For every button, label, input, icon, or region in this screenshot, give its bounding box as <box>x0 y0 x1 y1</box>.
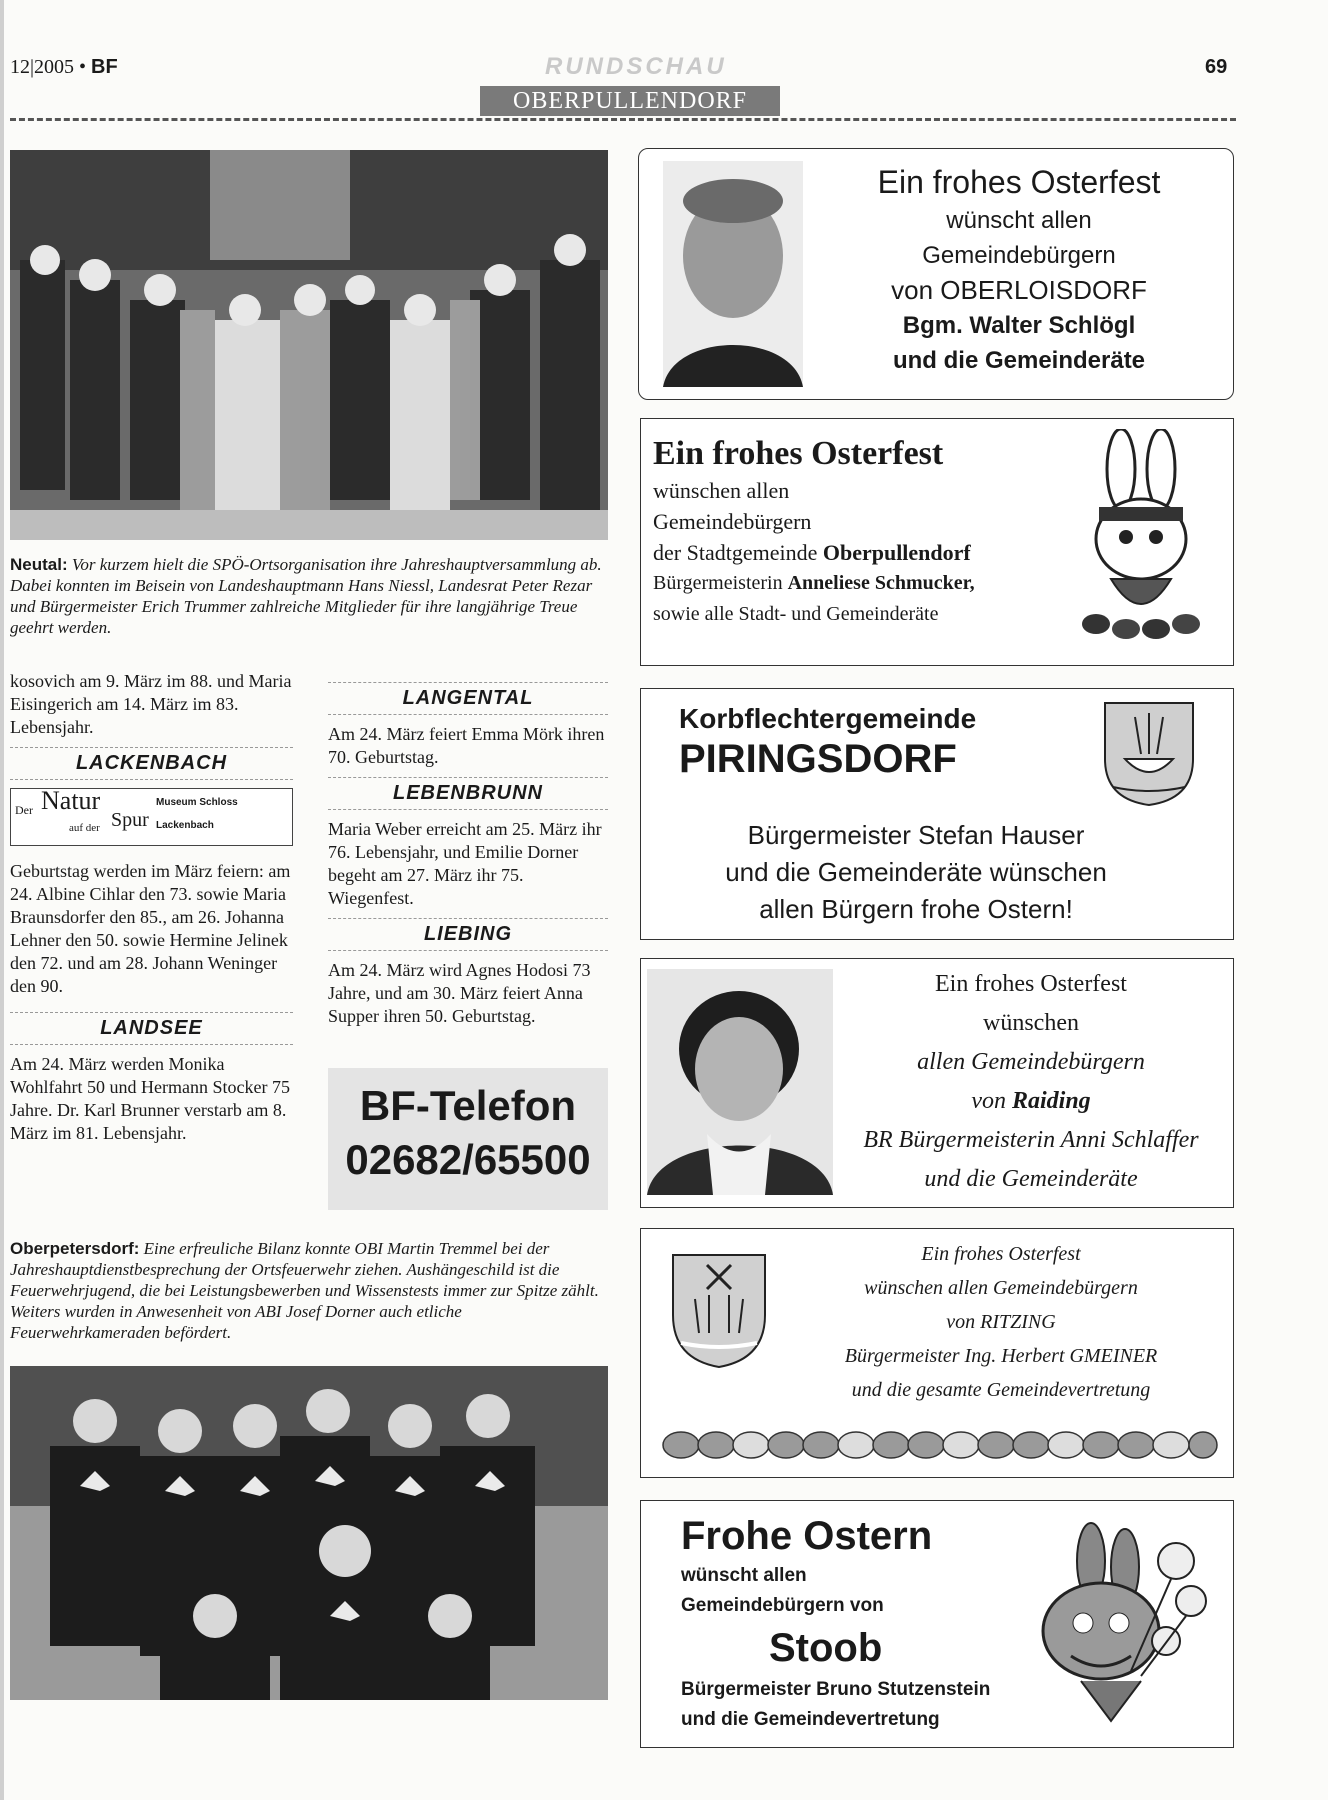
oberpetersdorf-place: Oberpetersdorf: <box>10 1239 140 1258</box>
ad1-line4: von OBERLOISDORF <box>891 275 1147 305</box>
ad6-line5: Bürgermeister Bruno Stutzenstein <box>681 1679 991 1700</box>
ad1-line1: Ein frohes Osterfest <box>877 164 1161 200</box>
ad-oberloisdorf <box>638 148 1234 400</box>
neutal-photo-graphic <box>10 150 608 540</box>
ad4-line2: wünschen <box>983 1010 1079 1036</box>
phone-title: BF-Telefon <box>359 1082 577 1129</box>
heading-langental: LANGENTAL <box>328 682 608 715</box>
ad5-line2: wünschen allen Gemeindebürgern <box>864 1277 1138 1299</box>
ad2-text <box>653 433 1113 630</box>
bf-telefon-box <box>328 1068 608 1210</box>
ad2-line4 <box>653 537 1113 568</box>
ad3-line4: und die Gemeinderäte wünschen <box>725 857 1107 887</box>
ad-raiding <box>640 958 1234 1208</box>
portrait-walter-schloegl <box>663 161 803 387</box>
column-middle <box>328 676 608 1028</box>
ad5-line1: Ein frohes Osterfest <box>921 1243 1081 1265</box>
neutal-place: Neutal: <box>10 555 68 574</box>
oberpetersdorf-caption <box>10 1238 608 1343</box>
ad1-line2: wünscht allen <box>946 207 1092 234</box>
ad3-line3: Bürgermeister Stefan Hauser <box>747 820 1085 850</box>
intro-text: kosovich am 9. März im 88. und Maria Eisingerich am 14. März im 83. Lebensjahr. <box>10 671 292 737</box>
ad3-text <box>681 817 1151 928</box>
heading-lebenbrunn: LEBENBRUNN <box>328 777 608 810</box>
ad3-line2: PIRINGSDORF <box>679 737 957 781</box>
ad2-line1: Ein frohes Osterfest <box>653 435 944 472</box>
neutal-text: Vor kurzem hielt die SPÖ-Ortsorganisation ihre Jahreshauptversammlung ab. Dabei konnten im Beisein von Landeshauptmann Hans Niessl, Landesrat Peter Rezar und Bürgermeister Erich Trummer zahlreiche Mitglieder für ihre langjährige Treue geehrt werden. <box>10 555 602 637</box>
ad-stoob <box>640 1500 1234 1748</box>
ad4-line3: allen Gemeindebürgern <box>917 1049 1145 1075</box>
logo-museum: Museum Schloss Lackenbach <box>156 797 238 831</box>
ad2-line2: wünschen allen <box>653 478 790 503</box>
piringsdorf-coat-of-arms <box>1101 699 1197 809</box>
ad4-line4 <box>831 1082 1231 1121</box>
page-edge <box>0 0 4 1800</box>
region-banner <box>10 86 1236 121</box>
oberpetersdorf-text: Eine erfreuliche Bilanz konnte OBI Martin Tremmel bei der Jahreshauptdienstbesprechung der Ortsfeuerwehr ziehen. Aushängeschild ist die Feuerwehrjugend, die bei Leistungsbewerben und Wissenstests immer zur Spitze zählt. Weiters wurden in Anwesenheit von ABI Josef Dorner auch etliche Feuerwehrkameraden befördert. <box>10 1239 599 1342</box>
feuerwehr-photo <box>10 1366 608 1700</box>
neutal-photo <box>10 150 608 540</box>
issue-label: 12|2005 • BF <box>10 56 118 78</box>
ad2-line4b: Oberpullendorf <box>822 540 971 565</box>
natur-logo <box>10 788 293 846</box>
landsee-text: Am 24. März werden Monika Wohlfahrt 50 und Hermann Stocker 75 Jahre. Dr. Karl Brunner verstarb am 8. März im 81. Lebensjahr. <box>10 1054 290 1143</box>
heading-lackenbach: LACKENBACH <box>10 747 293 780</box>
phone-number: 02682/65500 <box>345 1136 591 1183</box>
portrait-anni-schlaffer <box>647 969 833 1195</box>
neutal-caption <box>10 554 608 638</box>
logo-natur: Natur <box>41 786 101 815</box>
heading-landsee: LANDSEE <box>10 1012 293 1045</box>
ad-ritzing <box>640 1228 1234 1478</box>
ad6-line6: und die Gemeindevertretung <box>681 1709 940 1730</box>
ad4-line4b: Raiding <box>1011 1088 1091 1114</box>
logo-der: Der <box>15 803 33 817</box>
ad3-line5: allen Bürgern frohe Ostern! <box>759 894 1073 924</box>
page-number: 69 <box>1205 56 1228 78</box>
ad1-text <box>819 161 1219 378</box>
ad2-line3: Gemeindebürgern <box>653 509 812 534</box>
ad5-line4: Bürgermeister Ing. Herbert GMEINER <box>844 1345 1158 1367</box>
portrait-graphic <box>663 161 803 387</box>
ad-oberpullendorf <box>640 418 1234 666</box>
ad6-text <box>681 1511 1041 1735</box>
ad6-line2: wünscht allen <box>681 1565 807 1586</box>
logo-auf: auf der <box>69 822 100 834</box>
region-title: OBERPULLENDORF <box>480 86 780 116</box>
ad4-line5: BR Bürgermeisterin Anni Schlaffer <box>863 1127 1199 1153</box>
ad5-text <box>791 1237 1211 1407</box>
ad2-line5 <box>653 568 1113 599</box>
ad2-line5b: Anneliese Schmucker, <box>787 572 975 594</box>
ad2-line4a: der Stadtgemeinde <box>653 540 818 565</box>
ad3-line1: Korbflechtergemeinde <box>679 703 977 734</box>
ad6-line4: Stoob <box>769 1626 883 1670</box>
feuerwehr-photo-graphic <box>10 1366 608 1700</box>
portrait-graphic-2 <box>647 969 833 1195</box>
ad4-text <box>831 965 1231 1199</box>
ritzing-coat-of-arms <box>669 1251 769 1371</box>
easter-bunny-illustration <box>1051 429 1221 654</box>
lebenbrunn-text: Maria Weber erreicht am 25. März ihr 76. Lebensjahr, und Emilie Dorner begeht am 27. März ihr 75. Wiegenfest. <box>328 819 602 908</box>
ad1-line6: und die Gemeinderäte <box>892 347 1146 374</box>
ad1-line3: Gemeindebürgern <box>922 242 1116 269</box>
section-title: RUNDSCHAU <box>545 53 727 80</box>
ad6-line1: Frohe Ostern <box>681 1514 933 1558</box>
ad5-line5: und die gesamte Gemeindevertretung <box>851 1379 1151 1401</box>
ad1-line5: Bgm. Walter Schlögl <box>902 312 1136 339</box>
ad6-line3: Gemeindebürgern von <box>681 1595 884 1616</box>
logo-spur: Spur <box>111 809 149 831</box>
liebing-text: Am 24. März wird Agnes Hodosi 73 Jahre, und am 30. März feiert Anna Supper ihren 50. Geburtstag. <box>328 960 591 1026</box>
ad2-line5a: Bürgermeisterin <box>653 572 783 594</box>
ad5-line3: von RITZING <box>946 1311 1056 1333</box>
ad4-line4a: von <box>971 1088 1006 1114</box>
bunny-with-flowers-illustration <box>1001 1521 1221 1731</box>
ad4-line6: und die Gemeinderäte <box>924 1166 1138 1192</box>
column-left <box>10 670 293 1145</box>
ad-piringsdorf <box>640 688 1234 940</box>
langental-text: Am 24. März feiert Emma Mörk ihren 70. Geburtstag. <box>328 724 605 767</box>
ad2-line6: sowie alle Stadt- und Gemeinderäte <box>653 603 939 625</box>
heading-liebing: LIEBING <box>328 918 608 951</box>
ad4-line1: Ein frohes Osterfest <box>935 971 1127 997</box>
easter-egg-border <box>651 1425 1221 1465</box>
lackenbach-text: Geburtstag werden im März feiern: am 24. Albine Cihlar den 73. sowie Maria Braunsdorfer den 85., am 26. Johanna Lehner den 50. sowie Hermine Jelinek den 72. und am 28. Johann Weninger den 90. <box>10 861 291 996</box>
